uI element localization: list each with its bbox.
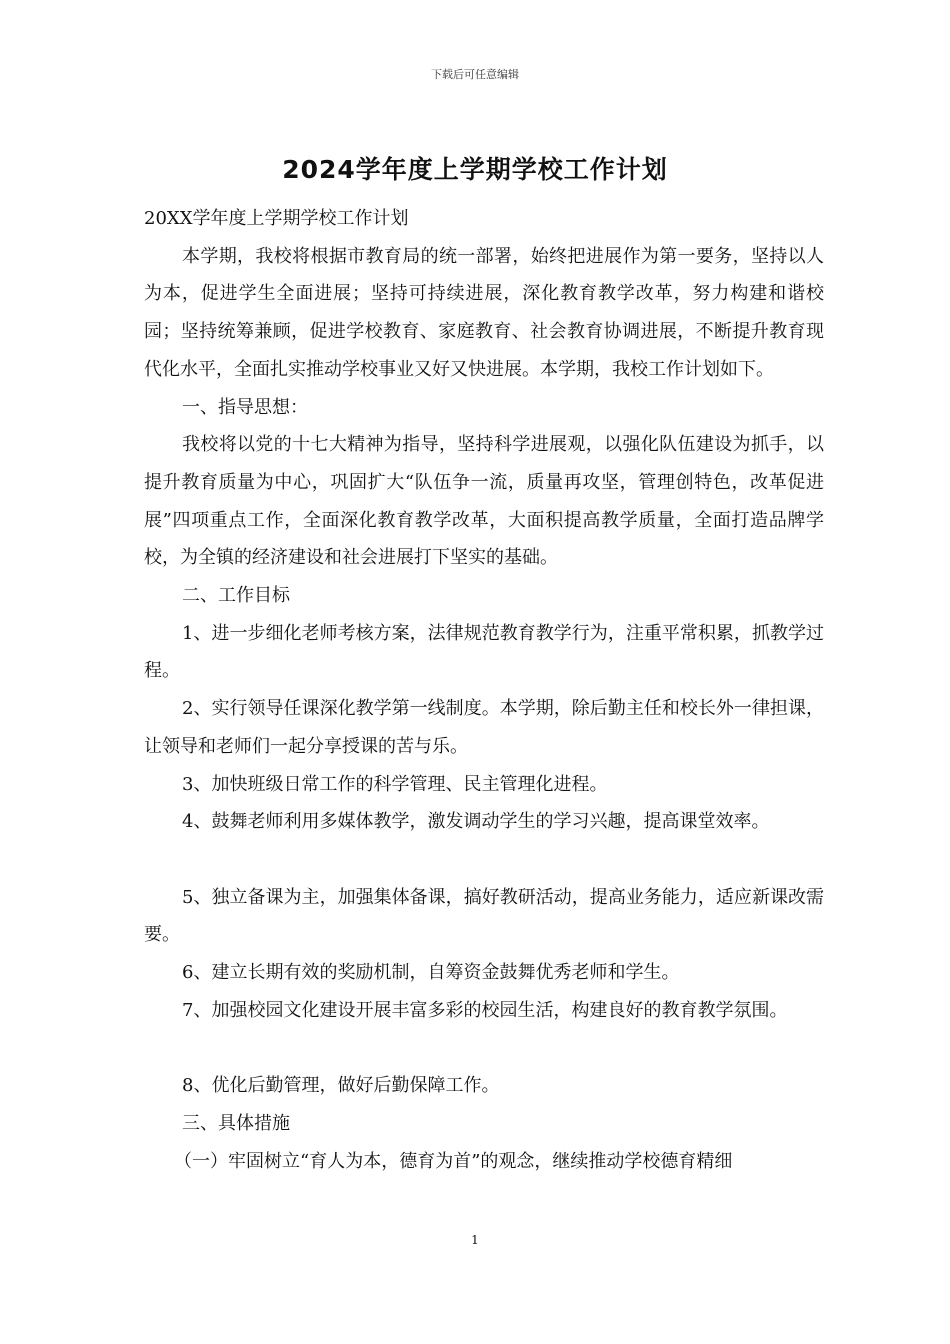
goal-item: 1、进一步细化老师考核方案，法律规范教育教学行为，注重平常积累，抓教学过程。 <box>144 622 824 682</box>
section-heading-guiding-thought: 一、指导思想： <box>182 396 308 418</box>
measure-item: （一）牢固树立“育人为本，德育为首”的观念，继续推动学校德育精细 <box>174 1150 733 1172</box>
goal-item: 8、优化后勤管理，做好后勤保障工作。 <box>182 1075 500 1097</box>
document-subtitle: 20XX学年度上学期学校工作计划 <box>144 208 409 229</box>
page-number: 1 <box>471 1233 479 1247</box>
goal-item: 4、鼓舞老师利用多媒体教学，激发调动学生的学习兴趣，提高课堂效率。 <box>182 811 770 833</box>
intro-paragraph: 本学期，我校将根据市教育局的统一部署，始终把进展作为第一要务，坚持以人为本，促进学生全面进展；坚持可持续进展，深化教育教学改革，努力构建和谐校园；坚持统筹兼顾，促进学校教育、家庭教育、社会教育协调进展，不断提升教育现代化水平，全面扎实推动学校事业又好又快进展。本学期，我校工作计划如下。 <box>144 245 824 380</box>
goal-item: 5、独立备课为主，加强集体备课，搞好教研活动，提高业务能力，适应新课改需要。 <box>144 886 824 946</box>
guiding-thought-paragraph: 我校将以党的十七大精神为指导，坚持科学进展观，以强化队伍建设为抓手，以提升教育质量为中心，巩固扩大“队伍争一流，质量再攻坚，管理创特色，改革促进展”四项重点工作，全面深化教育教学改革，大面积提高教学质量，全面打造品牌学校，为全镇的经济建设和社会进展打下坚实的基础。 <box>144 434 824 569</box>
section-heading-goals: 二、工作目标 <box>182 585 290 607</box>
goal-item: 6、建立长期有效的奖励机制，自筹资金鼓舞优秀老师和学生。 <box>182 962 680 984</box>
section-heading-measures: 三、具体措施 <box>182 1112 290 1134</box>
goal-item: 3、加快班级日常工作的科学管理、民主管理化进程。 <box>182 773 608 795</box>
document-body <box>144 200 824 1180</box>
paragraph-gap <box>144 841 824 879</box>
goal-item: 7、加强校园文化建设开展丰富多彩的校园生活，构建良好的教育教学氛围。 <box>182 999 788 1021</box>
page-header-note: 下载后可任意编辑 <box>431 68 519 81</box>
page-title: 2024学年度上学期学校工作计划 <box>282 155 668 184</box>
paragraph-gap <box>144 1029 824 1067</box>
goal-item: 2、实行领导任课深化教学第一线制度。本学期，除后勤主任和校长外一律担课，让领导和老师们一起分享授课的苦与乐。 <box>144 698 824 757</box>
